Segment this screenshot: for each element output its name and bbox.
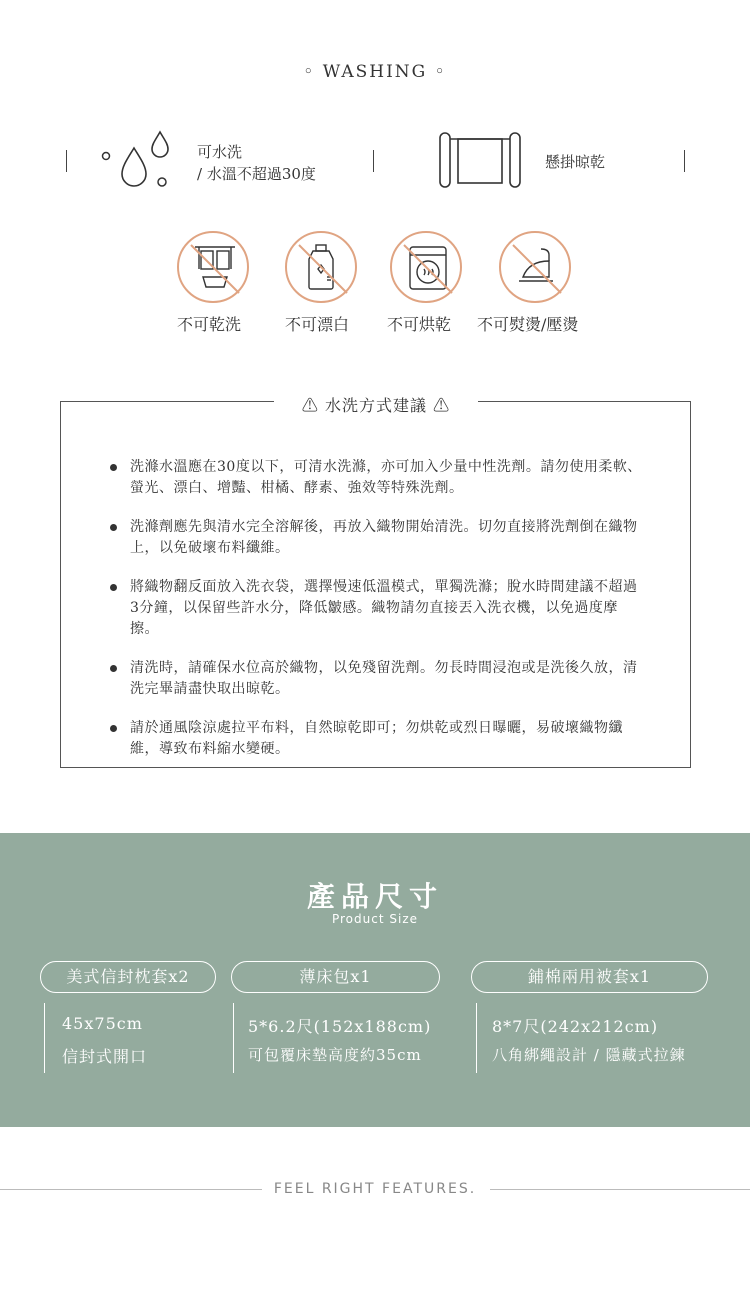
washing-title: ◦ WASHING ◦ <box>303 62 447 82</box>
hang-dry-icon <box>438 131 522 189</box>
no-tumble-dry-label: 不可烘乾 <box>387 315 452 334</box>
advice-list <box>106 457 646 778</box>
size-detail: 可包覆床墊高度約35cm <box>248 1046 422 1064</box>
no-iron-label: 不可熨燙/壓燙 <box>477 315 579 334</box>
column-divider <box>44 1003 45 1073</box>
list-item: 請於通風陰涼處拉平布料，自然晾乾即可；勿烘乾或烈日曝曬，易破壞織物纖維，導致布料縮水變硬。 <box>106 718 646 760</box>
size-detail: 八角綁繩設計 / 隱藏式拉鍊 <box>492 1046 686 1064</box>
hand-wash-line1: 可水洗 <box>197 143 243 161</box>
footer-tagline: FEEL RIGHT FEATURES. <box>273 1181 477 1197</box>
size-dimension: 5*6.2尺(152x188cm) <box>248 1017 432 1036</box>
size-title: 產品尺寸 <box>306 880 443 913</box>
hand-wash-text <box>197 141 316 185</box>
list-item: 洗滌劑應先與清水完全溶解後，再放入織物開始清洗。切勿直接將洗劑倒在織物上，以免破壞布料纖維。 <box>106 517 646 559</box>
hand-wash-line2: / 水溫不超過30度 <box>197 165 316 183</box>
divider <box>373 150 374 172</box>
product-size-section <box>0 833 750 1127</box>
column-divider <box>233 1003 234 1073</box>
no-dry-clean-label: 不可乾洗 <box>177 315 242 334</box>
divider <box>684 150 685 172</box>
column-divider <box>476 1003 477 1073</box>
hang-dry-text: 懸掛晾乾 <box>545 153 606 171</box>
size-subtitle: Product Size <box>331 912 418 926</box>
size-column-title: 美式信封枕套x2 <box>40 961 216 993</box>
no-dry-clean-icon <box>177 231 249 303</box>
size-column-title: 鋪棉兩用被套x1 <box>471 961 708 993</box>
water-drops-icon <box>92 128 182 190</box>
divider <box>66 150 67 172</box>
size-dimension: 45x75cm <box>62 1014 143 1033</box>
no-bleach-icon <box>285 231 357 303</box>
list-item: 清洗時，請確保水位高於織物，以免殘留洗劑。勿長時間浸泡或是洗後久放，清洗完畢請盡快取出晾乾。 <box>106 658 646 700</box>
size-detail: 信封式開口 <box>62 1047 148 1066</box>
no-tumble-dry-icon <box>390 231 462 303</box>
no-iron-icon <box>499 231 571 303</box>
size-dimension: 8*7尺(242x212cm) <box>492 1017 659 1036</box>
list-item: 將織物翻反面放入洗衣袋，選擇慢速低溫模式，單獨洗滌；脫水時間建議不超過3分鐘，以保留些許水分，降低皺感。織物請勿直接丟入洗衣機，以免過度摩擦。 <box>106 577 646 640</box>
size-column-title: 薄床包x1 <box>231 961 440 993</box>
advice-title: ⚠ 水洗方式建議 ⚠ <box>274 393 478 416</box>
no-bleach-label: 不可漂白 <box>285 315 350 334</box>
list-item: 洗滌水溫應在30度以下，可清水洗滌，亦可加入少量中性洗劑。請勿使用柔軟、螢光、漂白、增豔、柑橘、酵素、強效等特殊洗劑。 <box>106 457 646 499</box>
